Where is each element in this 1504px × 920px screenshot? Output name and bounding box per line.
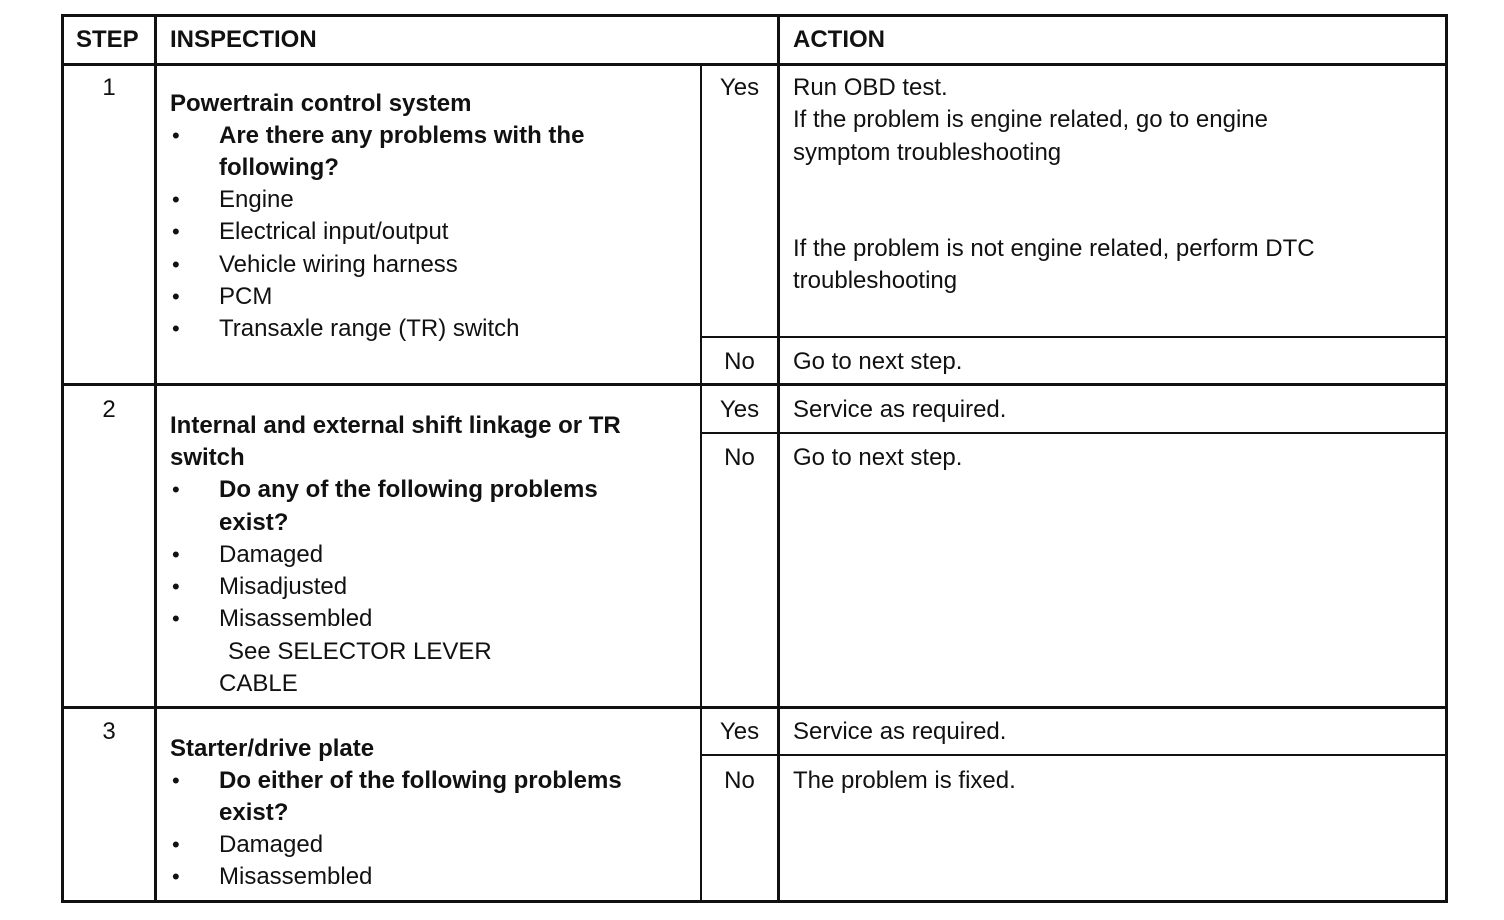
- no-label: No: [724, 767, 755, 794]
- list-item: Misassembled: [219, 605, 373, 632]
- bullet: •: [172, 832, 180, 857]
- list-item: PCM: [219, 283, 273, 310]
- action-text: Go to next step.: [793, 348, 963, 375]
- step-number: 3: [102, 718, 116, 745]
- bullet: •: [172, 864, 180, 889]
- list-item: Misassembled: [219, 863, 373, 890]
- bullet: •: [172, 768, 180, 793]
- bullet: •: [172, 219, 180, 244]
- action-text: The problem is fixed.: [793, 767, 1016, 794]
- inspection-title: Powertrain control system: [170, 90, 472, 117]
- header-action: ACTION: [793, 26, 885, 53]
- inspection-title: Starter/drive plate: [170, 735, 375, 762]
- bullet: •: [172, 123, 180, 148]
- action-column-divider: [777, 14, 780, 903]
- row-3-yes-no-divider: [700, 754, 1448, 756]
- inspection-question: exist?: [219, 509, 289, 536]
- step-column-divider: [154, 14, 157, 903]
- no-label: No: [724, 348, 755, 375]
- yes-label: Yes: [719, 396, 760, 423]
- see-reference: CABLE: [219, 670, 298, 697]
- inspection-question: following?: [219, 154, 339, 181]
- yes-label: Yes: [719, 74, 760, 101]
- action-text: If the problem is not engine related, perform DTC: [793, 235, 1315, 262]
- bullet: •: [172, 606, 180, 631]
- bullet: •: [172, 316, 180, 341]
- action-text: troubleshooting: [793, 267, 958, 294]
- bullet: •: [172, 542, 180, 567]
- list-item: Misadjusted: [219, 573, 348, 600]
- inspection-question: Are there any problems with the: [219, 122, 585, 149]
- step-number: 2: [102, 396, 116, 423]
- header-step: STEP: [76, 26, 139, 53]
- inspection-question: exist?: [219, 799, 289, 826]
- row-1-yes-no-divider: [700, 336, 1448, 338]
- inspection-title: Internal and external shift linkage or TR: [170, 412, 621, 439]
- bullet: •: [172, 477, 180, 502]
- list-item: Electrical input/output: [219, 218, 449, 245]
- list-item: Damaged: [219, 831, 324, 858]
- row-2-divider: [61, 706, 1448, 709]
- inspection-question: Do either of the following problems: [219, 767, 622, 794]
- see-reference: See SELECTOR LEVER: [228, 638, 492, 665]
- action-text: Run OBD test.: [793, 74, 948, 101]
- action-text: If the problem is engine related, go to engine: [793, 106, 1268, 133]
- list-item: Damaged: [219, 541, 324, 568]
- action-text: symptom troubleshooting: [793, 139, 1062, 166]
- bullet: •: [172, 284, 180, 309]
- list-item: Engine: [219, 186, 294, 213]
- action-text: Service as required.: [793, 396, 1007, 423]
- yes-label: Yes: [719, 718, 760, 745]
- bullet: •: [172, 574, 180, 599]
- list-item: Vehicle wiring harness: [219, 251, 458, 278]
- inspection-question: Do any of the following problems: [219, 476, 598, 503]
- action-text: Service as required.: [793, 718, 1007, 745]
- action-text: Go to next step.: [793, 444, 963, 471]
- list-item: Transaxle range (TR) switch: [219, 315, 520, 342]
- no-label: No: [724, 444, 755, 471]
- step-number: 1: [102, 74, 116, 101]
- header-divider: [61, 63, 1448, 66]
- inspection-title: switch: [170, 444, 245, 471]
- bullet: •: [172, 187, 180, 212]
- header-inspection: INSPECTION: [170, 26, 317, 53]
- row-1-divider: [61, 383, 1448, 386]
- bullet: •: [172, 252, 180, 277]
- row-2-yes-no-divider: [700, 432, 1448, 434]
